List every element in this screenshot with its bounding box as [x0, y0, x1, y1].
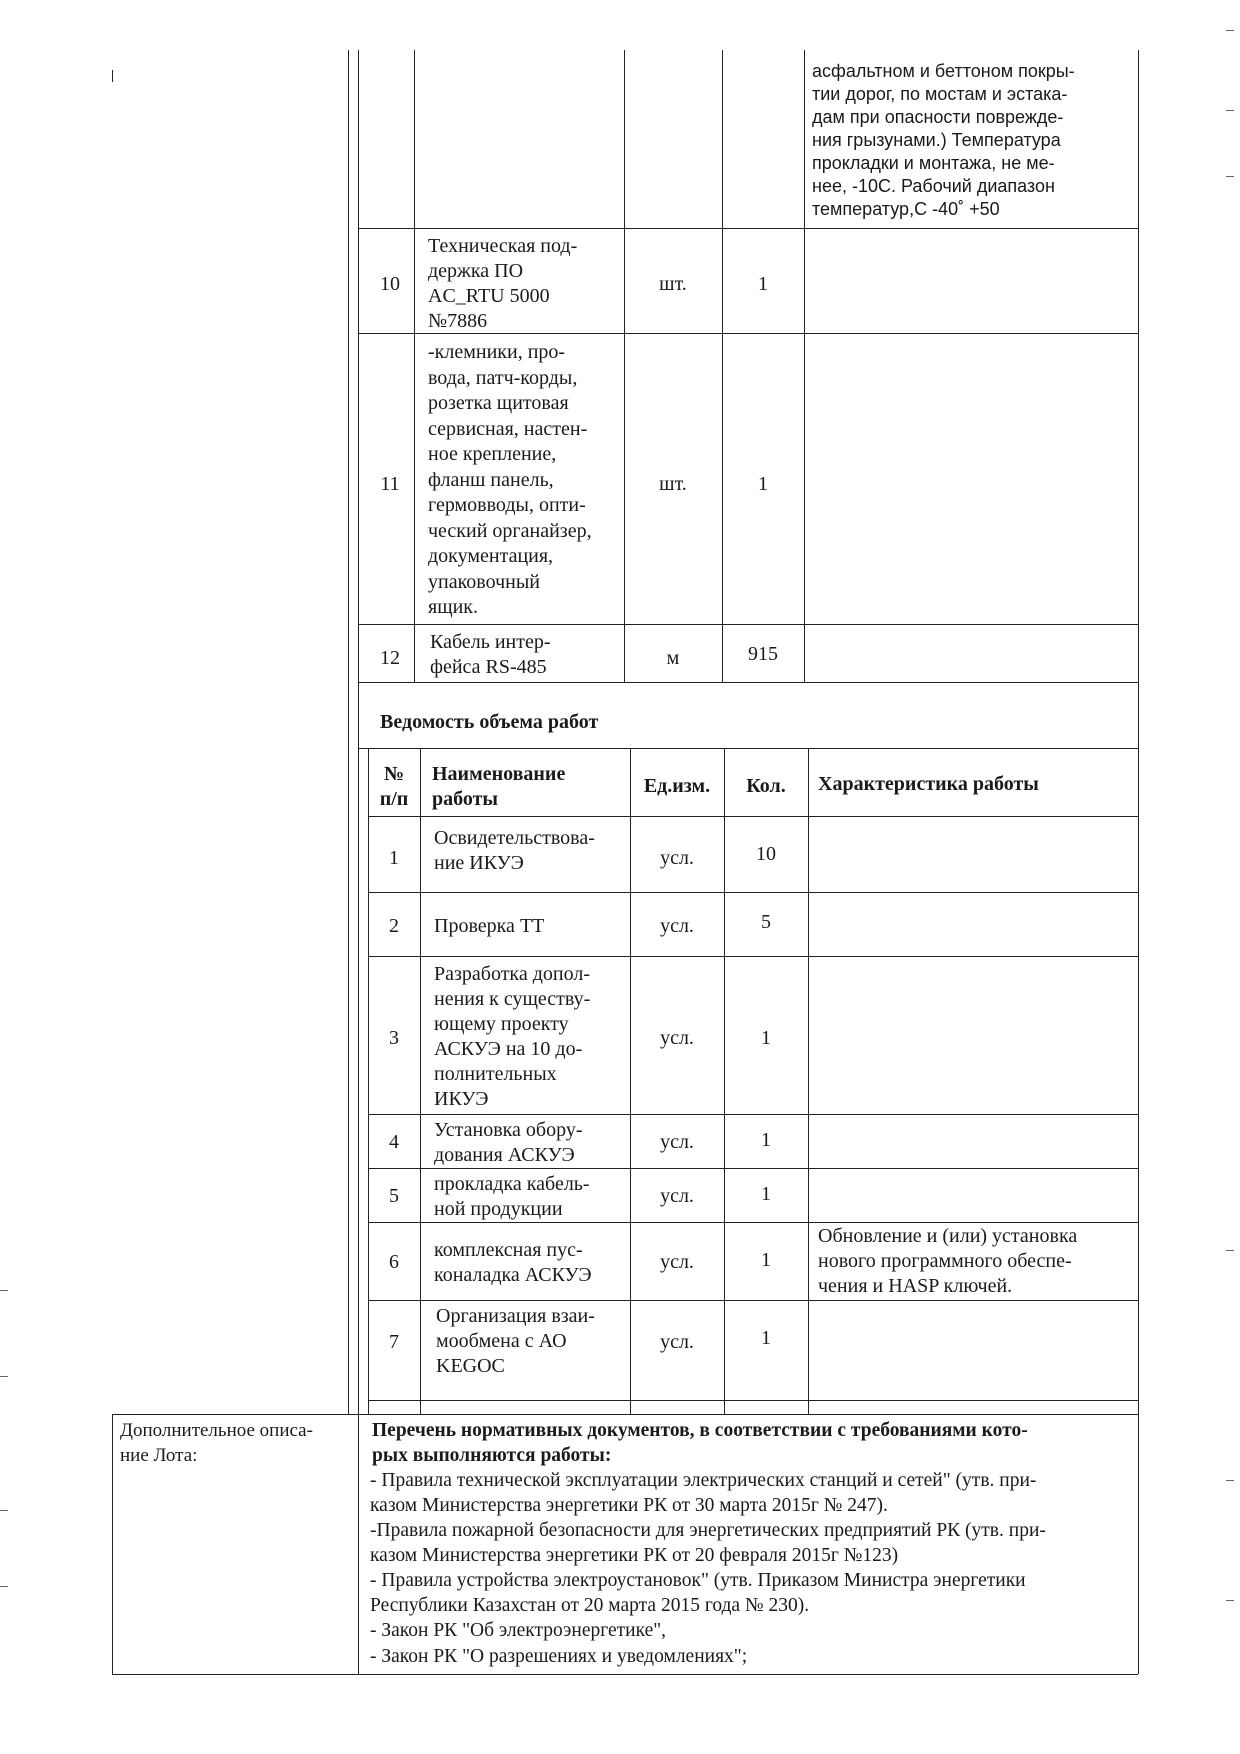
work-unit: усл. — [660, 1131, 694, 1153]
top-col-1 — [414, 50, 415, 682]
outer-right-border — [1138, 50, 1139, 1414]
work-qty: 1 — [761, 1327, 771, 1349]
lot-description-label: Дополнительное описа- ние Лота: — [120, 1420, 313, 1466]
scan-margin-mark — [1226, 1480, 1234, 1481]
works-row-line-4 — [368, 1168, 1138, 1169]
bottom-section-top-line — [112, 1414, 1138, 1415]
work-number: 6 — [389, 1251, 399, 1273]
scan-margin-mark — [1226, 1250, 1234, 1251]
normative-doc-item: - Закон РК "Об электроэнергетике", — [370, 1620, 667, 1641]
works-col-5 — [808, 748, 809, 1414]
work-qty: 1 — [761, 1183, 771, 1205]
work-name: Разработка допол- нения к существу- ющему проекту АСКУЭ на 10 до- полнительных ИКУЭ — [434, 963, 591, 1110]
works-header-characteristic: Характеристика работы — [818, 773, 1039, 795]
scan-margin-mark — [0, 1290, 8, 1291]
scan-margin-mark — [1226, 176, 1234, 177]
works-row-line-6 — [368, 1300, 1138, 1301]
work-qty: 5 — [761, 911, 771, 933]
work-name: комплексная пус- коналадка АСКУЭ — [434, 1239, 592, 1286]
top-col-2 — [624, 50, 625, 682]
outer-left-border — [112, 1414, 113, 1674]
outer-right-border-bottom — [1138, 1414, 1139, 1674]
work-qty: 1 — [761, 1129, 771, 1151]
top-col-3 — [722, 50, 723, 682]
item-unit: шт. — [659, 273, 687, 295]
scan-margin-mark — [0, 1510, 8, 1511]
works-row-line-3 — [368, 1114, 1138, 1115]
work-unit: усл. — [660, 847, 694, 869]
bottom-section-bottom-line — [112, 1674, 1138, 1675]
item-unit: м — [666, 647, 680, 669]
works-header-unit: Ед.изм. — [643, 775, 711, 797]
works-col-2 — [420, 748, 421, 1414]
scan-margin-mark — [1226, 1600, 1234, 1601]
work-number: 3 — [389, 1027, 399, 1049]
item-qty: 1 — [758, 473, 768, 495]
scan-margin-mark — [0, 1376, 8, 1377]
work-characteristic: Обновление и (или) установка нового программного обеспе- чения и HASP ключей. — [818, 1225, 1078, 1297]
works-header-num: № п/п — [379, 763, 409, 810]
item-name: -клемники, про- вода, патч-корды, розетка щитовая сервисная, настен- ное крепление, фланш панель, гермовводы, опти- ческий органайзер, документация, упаковочный ящик. — [428, 341, 592, 618]
work-unit: усл. — [660, 1185, 694, 1207]
item-number: 10 — [380, 273, 400, 295]
normative-docs-heading: Перечень нормативных документов, в соответствии с требованиями кото- рых выполняются работы: — [372, 1420, 1028, 1466]
scan-margin-mark — [1226, 110, 1234, 111]
work-unit: усл. — [660, 1027, 694, 1049]
work-number: 4 — [389, 1131, 399, 1153]
works-title-line — [358, 748, 1138, 749]
outer-left-border-top — [112, 70, 113, 82]
works-row-line-7 — [368, 1400, 1138, 1401]
work-number: 5 — [389, 1185, 399, 1207]
work-number: 7 — [389, 1331, 399, 1353]
item-number: 11 — [380, 473, 400, 495]
work-name: Проверка ТТ — [434, 915, 545, 937]
top-row-line-3 — [358, 624, 1138, 625]
work-unit: усл. — [660, 1251, 694, 1273]
work-number: 2 — [389, 915, 399, 937]
works-section-title: Ведомость объема работ — [380, 711, 599, 733]
top-col-4 — [804, 50, 805, 682]
scan-margin-mark — [0, 1586, 8, 1587]
work-qty: 10 — [756, 843, 776, 865]
work-unit: усл. — [660, 1331, 694, 1353]
normative-doc-item: - Правила устройства электроустановок" (утв. Приказом Министра энергетики Республики Казахстан от 20 марта 2015 года № 230). — [370, 1570, 1026, 1616]
label-column-border — [348, 50, 349, 1414]
work-number: 1 — [389, 847, 399, 869]
item-qty: 915 — [748, 643, 778, 665]
continued-characteristic: асфальтном и беттоном покры- тии дорог, по мостам и эстака- дам при опасности поврежде- ния грызунами.) Температура прокладки и монтажа, не ме- нее, -10С. Рабочий диапазон температур,С -40˚ +50 — [812, 61, 1075, 219]
works-header-line — [368, 816, 1138, 817]
item-qty: 1 — [758, 273, 768, 295]
works-row-line-1 — [368, 892, 1138, 893]
normative-doc-item: - Правила технической эксплуатации электрических станций и сетей" (утв. при- казом Министерства энергетики РК от 30 марта 2015г № 247). — [370, 1470, 1037, 1516]
item-unit: шт. — [659, 473, 687, 495]
label-column-border-bottom — [358, 1414, 359, 1674]
works-header-qty: Кол. — [746, 775, 786, 797]
item-number: 12 — [380, 647, 400, 669]
work-name: прокладка кабель- ной продукции — [434, 1173, 590, 1220]
work-qty: 1 — [761, 1027, 771, 1049]
normative-doc-item: - Закон РК "О разрешениях и уведомлениях"; — [370, 1646, 748, 1667]
works-row-line-5 — [368, 1222, 1138, 1223]
work-unit: усл. — [660, 915, 694, 937]
works-header-name: Наименование работы — [432, 763, 566, 810]
label-column-border-2 — [358, 50, 359, 1414]
item-name: Техническая под- держка ПО AC_RTU 5000 №7886 — [428, 235, 578, 332]
work-qty: 1 — [761, 1249, 771, 1271]
work-name: Установка обору- дования АСКУЭ — [434, 1119, 583, 1166]
top-row-line-1 — [358, 228, 1138, 229]
scan-margin-mark — [1226, 30, 1234, 31]
item-name: Кабель интер- фейса RS-485 — [430, 631, 551, 678]
works-row-line-2 — [368, 956, 1138, 957]
work-name: Освидетельствова- ние ИКУЭ — [434, 827, 595, 874]
top-row-line-4 — [358, 682, 1138, 683]
work-name: Организация взаи- мообмена с АО KEGOC — [436, 1305, 595, 1377]
normative-doc-item: -Правила пожарной безопасности для энергетических предприятий РК (утв. при- казом Министерства энергетики РК от 20 февраля 2015г №123) — [370, 1520, 1046, 1566]
